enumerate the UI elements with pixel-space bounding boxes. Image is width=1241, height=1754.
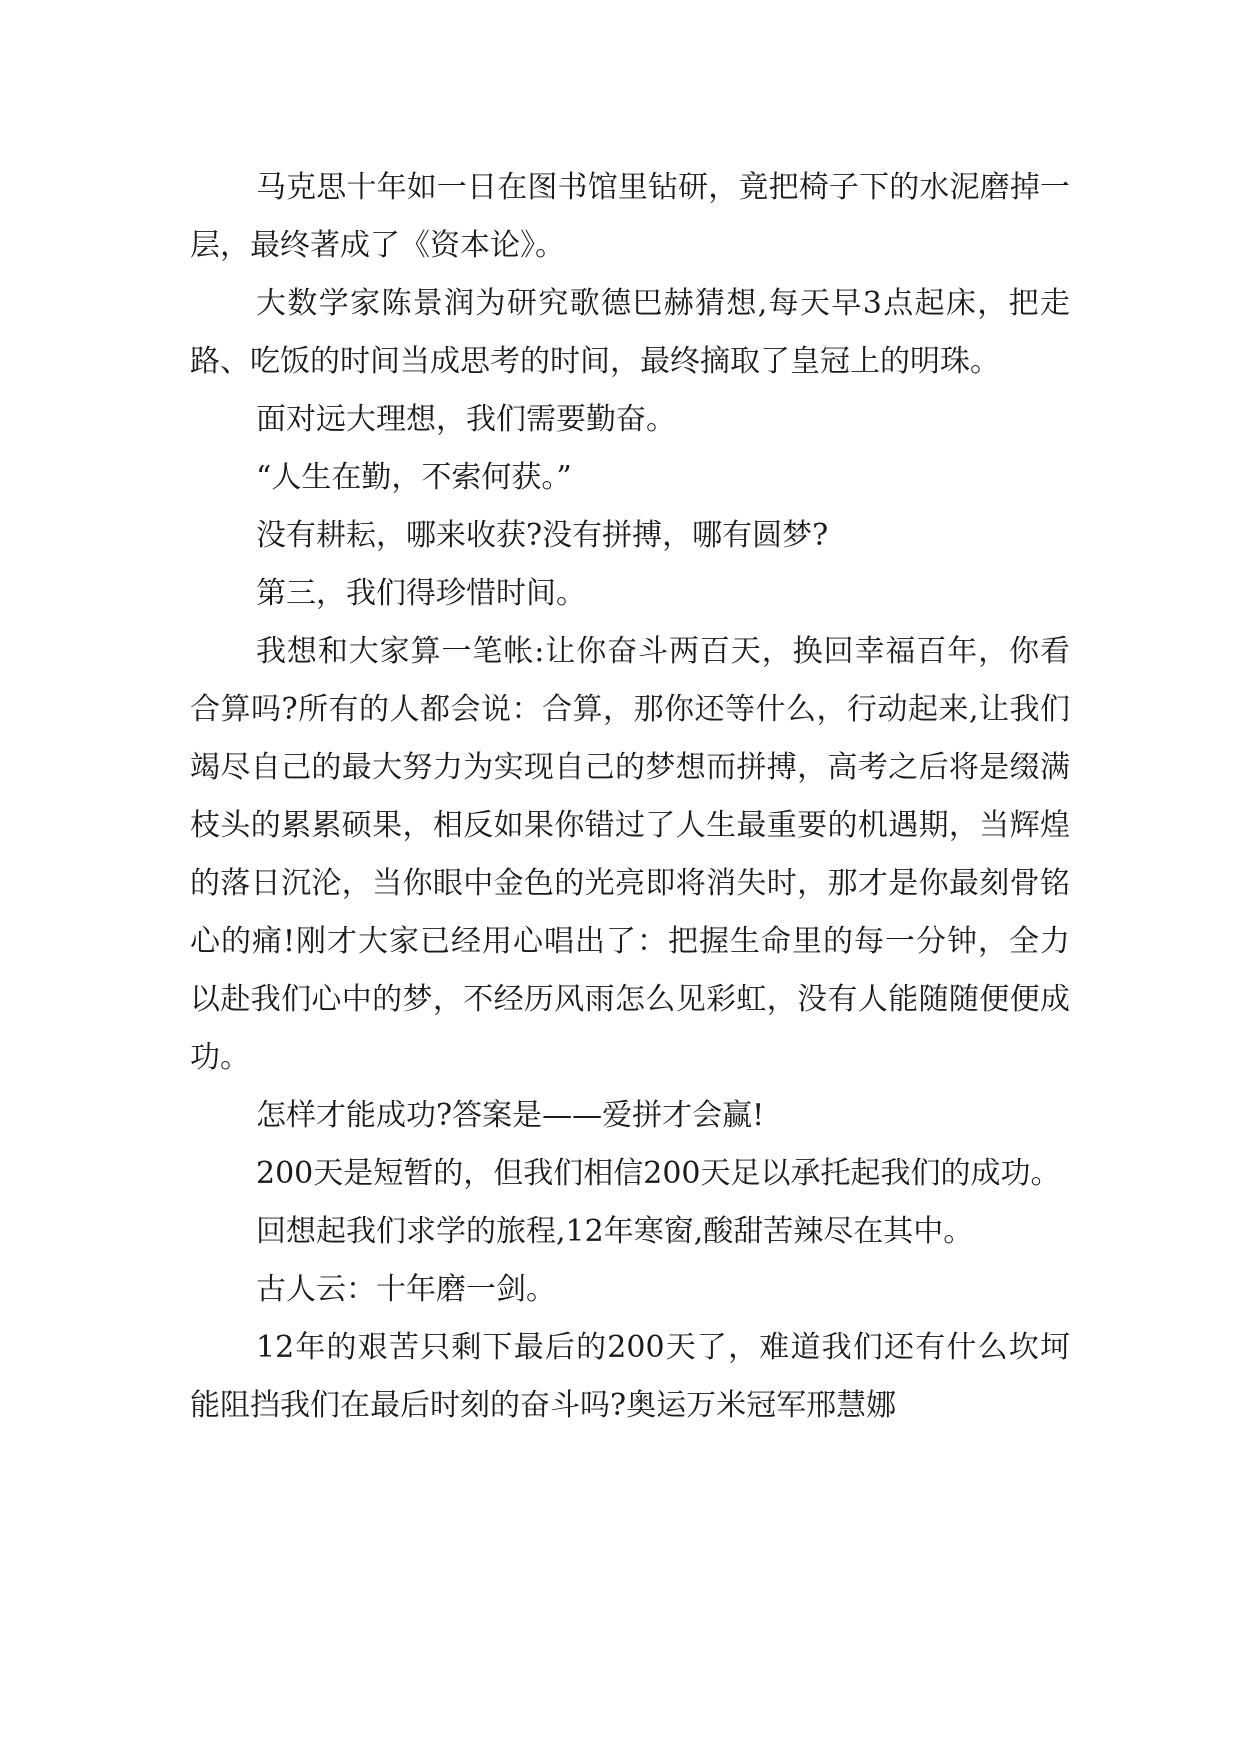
paragraph: 回想起我们求学的旅程,12年寒窗,酸甜苦辣尽在其中。	[256, 1214, 974, 1249]
paragraph: 200天是短暂的，但我们相信200天足以承托起我们的成功。	[256, 1156, 1061, 1191]
paragraph: “人生在勤，不索何获。”	[256, 460, 572, 495]
paragraph: 大数学家陈景润为研究歌德巴赫猜想,每天早3点起床，把走路、吃饭的时间当成思考的时间，最终摘取了皇冠上的明珠。	[190, 286, 1070, 379]
paragraph: 我想和大家算一笔帐:让你奋斗两百天，换回幸福百年，你看合算吗?所有的人都会说：合算，那你还等什么，行动起来,让我们竭尽自己的最大努力为实现自己的梦想而拼搏，高考之后将是缀满枝头的累累硕果，相反如果你错过了人生最重要的机遇期，当辉煌的落日沉沦，当你眼中金色的光亮即将消失时，那才是你最刻骨铭心的痛!刚才大家已经用心唱出了：把握生命里的每一分钟，全力以赴我们心中的梦，不经历风雨怎么见彩虹，没有人能随随便便成功。	[190, 634, 1070, 1075]
document-body	[190, 159, 1070, 1435]
paragraph: 怎样才能成功?答案是——爱拼才会赢!	[256, 1098, 765, 1133]
paragraph: 没有耕耘，哪来收获?没有拼搏，哪有圆梦?	[256, 518, 829, 553]
paragraph: 12年的艰苦只剩下最后的200天了，难道我们还有什么坎坷能阻挡我们在最后时刻的奋斗吗?奥运万米冠军邢慧娜	[190, 1330, 1070, 1423]
paragraph: 古人云：十年磨一剑。	[256, 1272, 556, 1307]
paragraph: 第三，我们得珍惜时间。	[256, 576, 586, 611]
paragraph: 面对远大理想，我们需要勤奋。	[256, 402, 676, 437]
paragraph: 马克思十年如一日在图书馆里钻研，竟把椅子下的水泥磨掉一层，最终著成了《资本论》。	[190, 170, 1070, 263]
